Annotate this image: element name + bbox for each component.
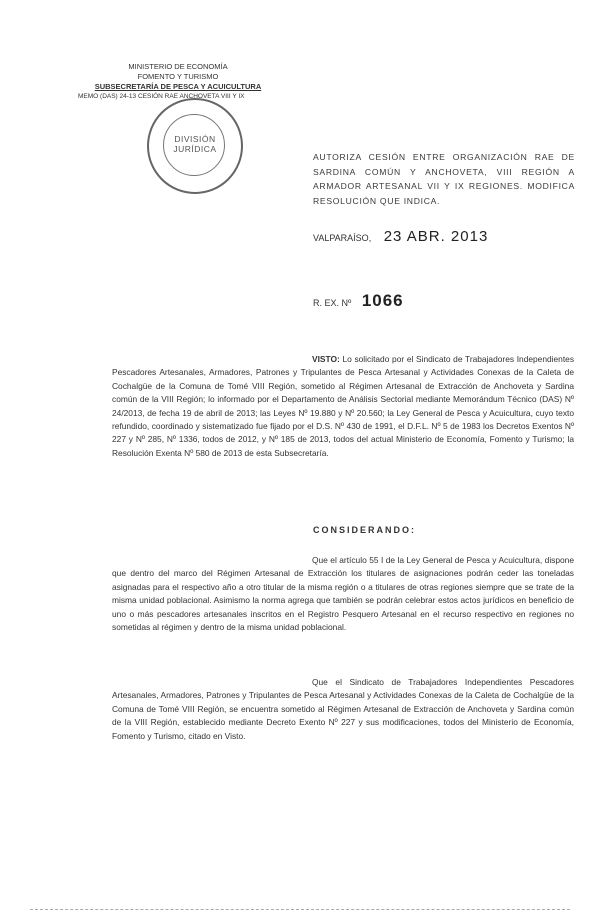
header-line-subsecretaria: SUBSECRETARÍA DE PESCA Y ACUICULTURA xyxy=(94,82,262,91)
resolution-number: 1066 xyxy=(361,291,404,310)
ministry-header xyxy=(78,62,278,102)
header-line-memo: MEMO (DAS) 24-13 CESIÓN RAE ANCHOVETA VIII Y IX xyxy=(78,93,245,100)
considerando-paragraph-1 xyxy=(112,554,574,634)
visto-text: Lo solicitado por el Sindicato de Trabajadores Independientes Pescadores Artesanales, Armadores, Patrones y Tripulantes de Pesca Artesanal y Actividades Conexas de la Caleta de Cochalgüe de la Comuna de Tomé VIII Región, sometido al Régimen Artesanal de Extracción de Anchoveta y Sardina común de la VIII Región; lo informado por el Departamento de Análisis Sectorial mediante Memorándum Técnico (DAS) Nº 24/2013, de fecha 19 de abril de 2013; las Leyes Nº 19.880 y Nº 20.560; la Ley General de Pesca y Acuicultura, cuyo texto refundido, coordinado y sistematizado fue fijado por el D.S. Nº 430 de 1991, el D.F.L. Nº 5 de 1983 los Decretos Exentos Nº 227 y Nº 285, Nº 1336, todos de 2012, y Nº 185 de 2013, todos del actual Ministerio de Economía, Fomento y Turismo; la Resolución Exenta Nº 580 de 2013 de esta Subsecretaría. xyxy=(112,354,575,458)
resolution-number-line xyxy=(313,291,404,311)
considerando-heading: CONSIDERANDO: xyxy=(313,525,417,535)
header-line-fomento: FOMENTO Y TURISMO xyxy=(137,72,219,81)
date-city: VALPARAÍSO, xyxy=(313,233,372,243)
document-title: AUTORIZA CESIÓN ENTRE ORGANIZACIÓN RAE DE SARDINA COMÚN Y ANCHOVETA, VIII REGIÓN A ARMADOR ARTESANAL VII Y IX REGIONES. MODIFICA RESOLUCIÓN QUE INDICA. xyxy=(313,152,575,206)
date-line xyxy=(313,228,488,245)
stamp-line-1: DIVISIÓN xyxy=(174,134,216,144)
visto-paragraph xyxy=(112,353,574,460)
considerando-paragraph-2 xyxy=(112,676,574,743)
stamp-line-2: JURÍDICA xyxy=(173,144,217,154)
stamp-text xyxy=(149,134,241,154)
considerando-p2-text: Que el Sindicato de Trabajadores Independientes Pescadores Artesanales, Armadores, Patrones y Tripulantes de Pesca Artesanal y Actividades Conexas de la Caleta de Cochalgüe de la Comuna de Tomé VIII Región, se encuentra sometido al Régimen Artesanal de Extracción de Anchoveta y Sardina común de la VIII Región, establecido mediante Decreto Exento Nº 227 y sus modificaciones, todos del Ministerio de Economía, Fomento y Turismo, citado en Visto. xyxy=(112,677,574,741)
page-bottom-edge xyxy=(30,909,570,910)
division-juridica-stamp xyxy=(147,98,243,194)
considerando-p1-text: Que el artículo 55 I de la Ley General de Pesca y Acuicultura, dispone que dentro del marco del Régimen Artesanal de Extracción los titulares de asignaciones podrán ceder las toneladas asignadas para el respectivo año a otro titular de la misma región o a titulares de otras regiones siempre que se trate de la misma unidad poblacional. Asimismo la norma agrega que también se podrán celebrar estos actos jurídicos en beneficio de uno o más pescadores artesanales inscritos en el Registro Pesquero Artesanal en el recurso respectivo en regiones no sometidas al régimen y dentro de la misma unidad poblacional. xyxy=(112,555,574,633)
visto-label: VISTO: xyxy=(312,354,340,364)
header-line-ministry: MINISTERIO DE ECONOMÍA xyxy=(128,62,228,71)
resolution-label: R. EX. Nº xyxy=(313,298,352,308)
date-value: 23 ABR. 2013 xyxy=(383,228,489,245)
